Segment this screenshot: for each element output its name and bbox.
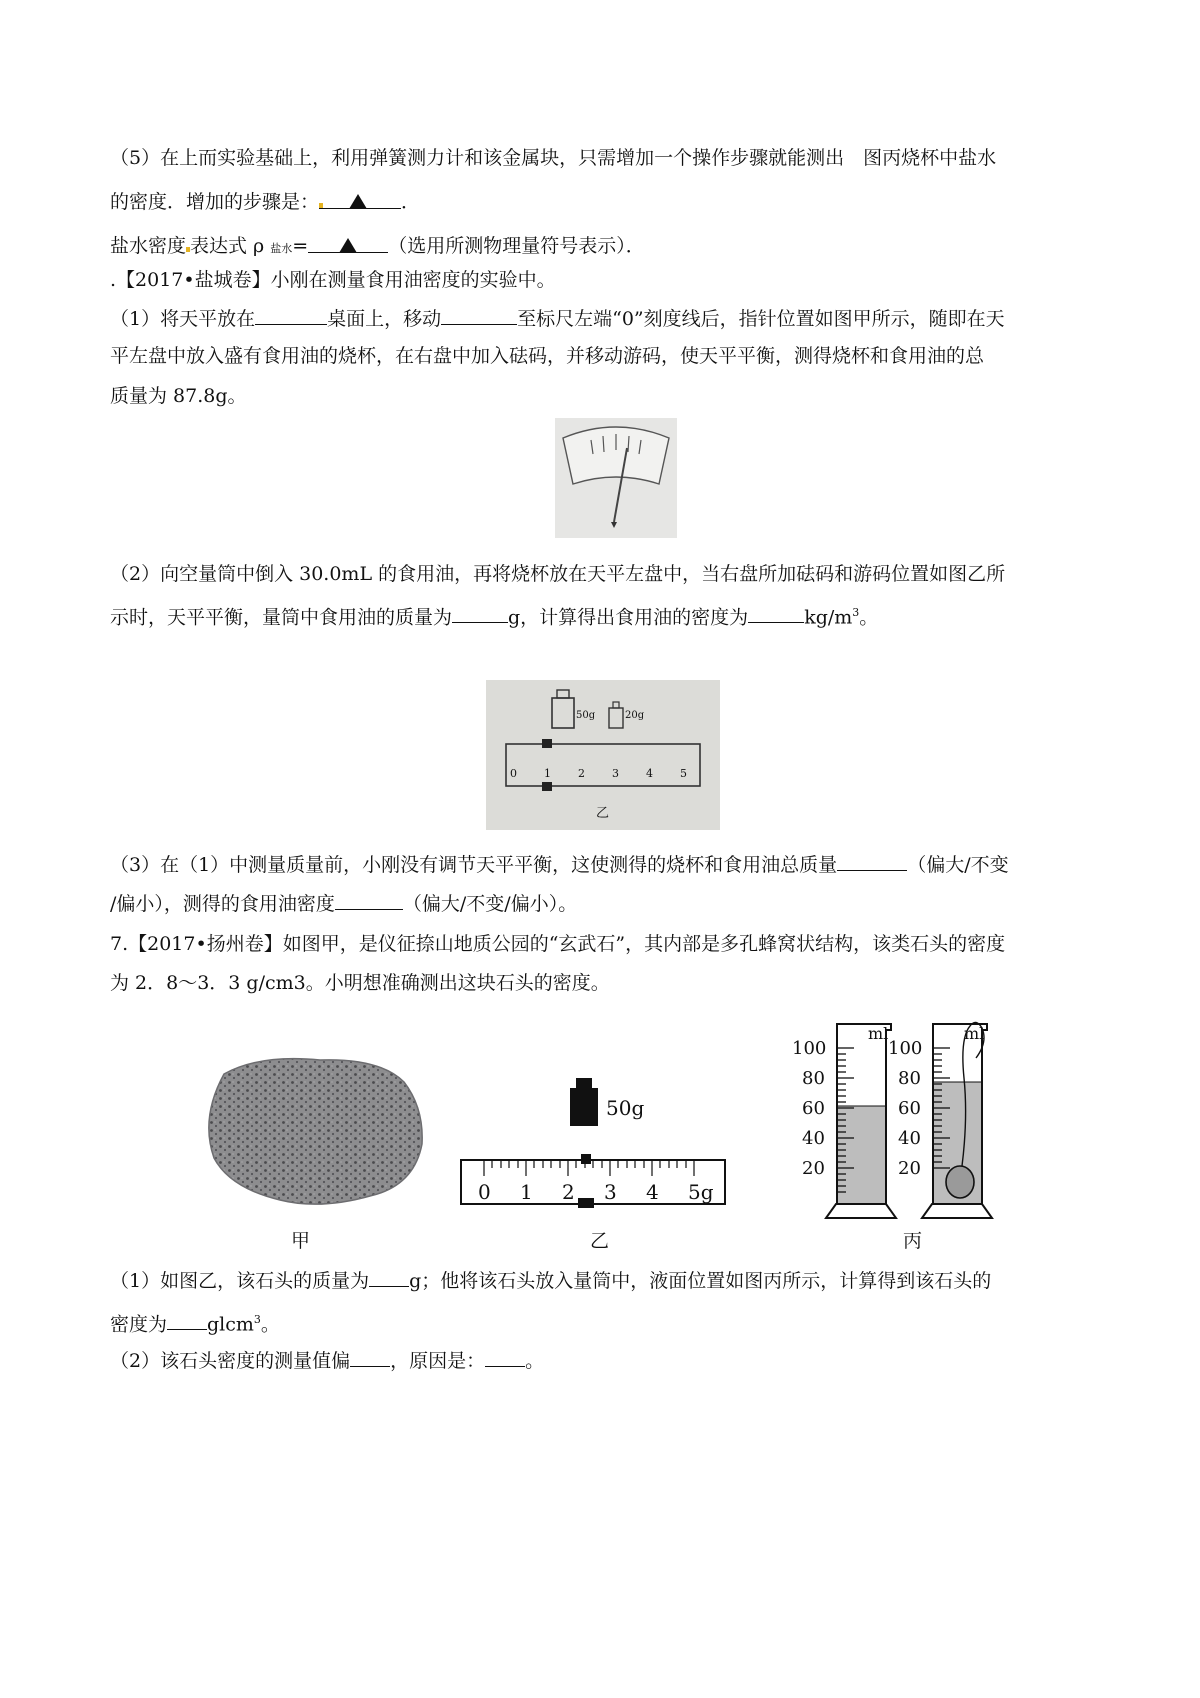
tick-label: 3 (612, 767, 619, 780)
q5-line2: 的密度．增加的步骤是： ． (110, 191, 421, 213)
balance-pointer-figure (555, 418, 677, 538)
q5-line3: 盐水密度 表达式 ρ 盐水= （选用所测物理量符号表示）． (110, 235, 645, 257)
tick-label: 0 (510, 767, 517, 780)
tick-label: 5 (680, 767, 687, 780)
unit-label: ml (868, 1024, 889, 1043)
scale-label: 100 (792, 1038, 827, 1059)
answer-blank[interactable] (167, 1311, 207, 1330)
scale-label: 100 (888, 1038, 923, 1059)
triangle-icon (349, 194, 367, 209)
balance-pointer-image (555, 418, 677, 538)
q7-heading-line2: 为 2．8～3．3 g/cm3。小明想准确测出这块石头的密度。 (110, 972, 610, 994)
tick-label: 5g (688, 1180, 714, 1204)
figure-caption: 乙 (590, 1230, 610, 1252)
basalt-stone-image (200, 1048, 430, 1213)
scale-label: 40 (802, 1128, 825, 1149)
answer-blank[interactable] (369, 1268, 409, 1287)
unit-label: ml (964, 1024, 985, 1043)
figure-caption: 甲 (291, 1230, 311, 1252)
tick-label: 3 (604, 1180, 617, 1204)
scale-label: 80 (898, 1068, 921, 1089)
answer-blank[interactable] (308, 234, 388, 253)
q6-p1-line1: （1）将天平放在 桌面上，移动 至标尺左端“0”刻度线后，指针位置如图甲所示，随即在天 (110, 308, 1005, 330)
tick-label: 4 (646, 1180, 659, 1204)
basalt-stone-figure (200, 1048, 430, 1213)
scale-label: 20 (898, 1158, 921, 1179)
answer-blank[interactable] (452, 604, 508, 623)
answer-blank[interactable] (350, 1348, 390, 1367)
weight-label-20g: 20g (625, 710, 645, 721)
scale-label: 60 (802, 1098, 825, 1119)
answer-blank[interactable] (485, 1348, 525, 1367)
q6-p2-line1: （2）向空量筒中倒入 30.0mL 的食用油，再将烧杯放在天平左盘中，当右盘所加砝码和游码位置如图乙所 (110, 563, 1006, 585)
q6-rider-scale-figure (486, 680, 720, 830)
q7-p1-line2: 密度为 glcm$^3$。 (110, 1313, 280, 1336)
q5-line1: （5）在上而实验基础上，利用弹簧测力计和该金属块，只需增加一个操作步骤就能测出 图丙烧杯中盐水 (110, 147, 997, 169)
answer-blank[interactable] (748, 604, 804, 623)
q6-p2-line2: 示时，天平平衡，量筒中食用油的质量为 g，计算得出食用油的密度为 $kg/m^3$。 (110, 606, 879, 629)
tick-label: 1 (544, 767, 551, 780)
triangle-icon (339, 238, 357, 253)
weight-label-50g: 50g (606, 1096, 645, 1120)
tick-label: 2 (578, 767, 585, 780)
q6-p3-line1: （3）在（1）中测量质量前，小刚没有调节天平平衡，这使测得的烧杯和食用油总质量 （偏大/不变 (110, 854, 1009, 876)
tick-label: 0 (478, 1180, 491, 1204)
figure-caption: 乙 (596, 806, 610, 821)
answer-blank[interactable] (255, 306, 327, 325)
q7-p2-line: （2）该石头密度的测量值偏 ，原因是： 。 (110, 1350, 545, 1372)
q7-heading-line1: 7.【2017•扬州卷】如图甲，是仪征捺山地质公园的“玄武石”，其内部是多孔蜂窝状结构，该类石头的密度 (110, 933, 1006, 955)
cylinders-figure (792, 1018, 1020, 1220)
answer-blank[interactable] (335, 891, 403, 910)
highlight-mark (319, 203, 323, 208)
q7-p1-line1: （1）如图乙，该石头的质量为 g；他将该石头放入量筒中，液面位置如图丙所示，计算得到该石头的 (110, 1270, 992, 1292)
tick-label: 2 (562, 1180, 575, 1204)
q7-rider-scale-figure (456, 1068, 730, 1218)
q6-p1-line2: 平左盘中放入盛有食用油的烧杯，在右盘中加入砝码，并移动游码，使天平平衡，测得烧杯和食用油的总 (110, 345, 985, 367)
figure-caption: 丙 (903, 1230, 923, 1252)
answer-blank[interactable] (441, 306, 517, 325)
scale-label: 80 (802, 1068, 825, 1089)
scale-label: 40 (898, 1128, 921, 1149)
scale-label: 60 (898, 1098, 921, 1119)
answer-blank[interactable] (837, 852, 907, 871)
tick-label: 4 (646, 767, 653, 780)
weight-label-50g: 50g (576, 710, 596, 721)
q6-heading: .【2017•盐城卷】小刚在测量食用油密度的实验中。 (110, 269, 556, 291)
answer-blank[interactable] (319, 190, 401, 209)
q6-p3-line2: /偏小），测得的食用油密度 （偏大/不变/偏小）。 (110, 893, 578, 915)
tick-label: 1 (520, 1180, 533, 1204)
scale-label: 20 (802, 1158, 825, 1179)
q6-p1-line3: 质量为 87.8g。 (110, 385, 247, 407)
